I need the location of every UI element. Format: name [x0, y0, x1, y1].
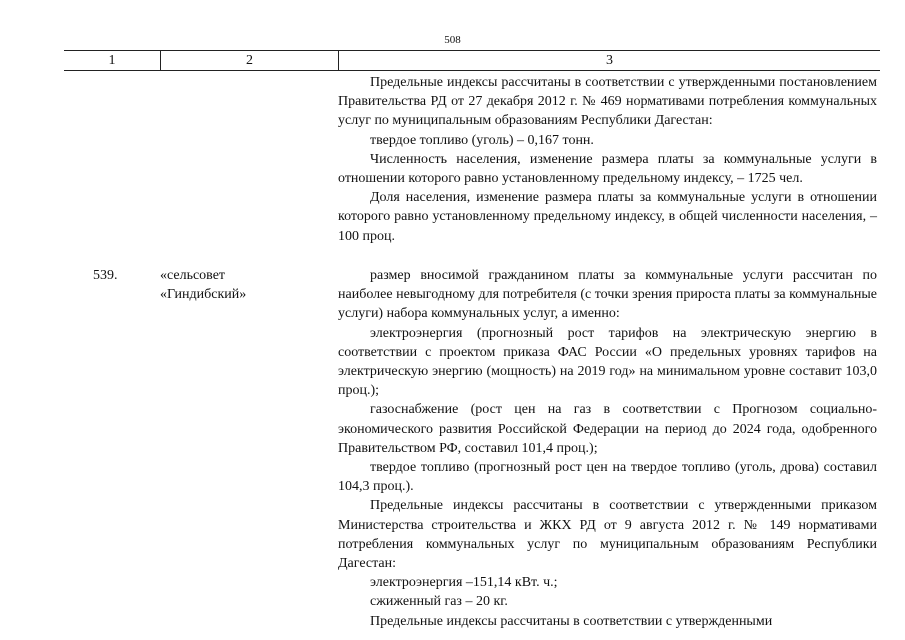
header-col-1: 1 [108, 53, 116, 68]
entry-name-line: «Гиндибский» [160, 287, 247, 303]
paragraph: твердое топливо (прогнозный рост цен на твердое топливо (уголь, дрова) составил 104,3 проц.). [338, 460, 877, 495]
page-number: 508 [444, 34, 461, 46]
entry-name [160, 266, 246, 304]
paragraph: Предельные индексы рассчитаны в соответствии с утвержденными [370, 613, 773, 629]
paragraph: твердое топливо (уголь) – 0,167 тонн. [370, 132, 594, 148]
paragraph: Предельные индексы рассчитаны в соответствии с утвержденными приказом Министерства строительства и ЖКХ РД от 9 августа 2012 г. № 149 нормативами потребления коммунальных услуг по муниципальным образованиям Республики Дагестан: [338, 498, 877, 572]
entry-number: 539. [93, 268, 118, 283]
paragraph: электроэнергия –151,14 кВт. ч.; [370, 575, 558, 591]
paragraph: размер вносимой гражданином платы за коммунальные услуги рассчитан по наиболее невыгодному для потребителя (с точки зрения прироста платы за коммунальные услуги) набора коммунальных услуг, а именно: [338, 268, 877, 322]
header-col-2: 2 [246, 53, 253, 68]
paragraph: сжиженный газ – 20 кг. [370, 594, 508, 610]
paragraph: газоснабжение (рост цен на газ в соответствии с Прогнозом социально-экономического развития Российской Федерации на период до 2024 года, одобренного Правительством РФ, составил 101,4 проц.); [338, 402, 877, 456]
continuation-text [338, 73, 877, 246]
paragraph: Доля населения, изменение размера платы за коммунальные услуги в отношении которого равно установленному предельному индексу, в общей численности населения, – 100 проц. [338, 190, 877, 244]
paragraph: Численность населения, изменение размера платы за коммунальные услуги в отношении которого равно установленному предельному индексу, – 1725 чел. [338, 151, 877, 187]
paragraph: Предельные индексы рассчитаны в соответствии с утвержденными постановлением Правительства РД от 27 декабря 2012 г. № 469 нормативами потребления коммунальных услуг по муниципальным образованиям Республики Дагестан: [338, 75, 877, 129]
table-header [64, 50, 880, 71]
entry-text [338, 266, 877, 631]
paragraph: электроэнергия (прогнозный рост тарифов на электрическую энергию в соответствии с проектом приказа ФАС России «О предельных уровнях тарифов на электрическую энергию (мощность) на 2019 год» на минимальном уровне составит 103,0 проц.); [338, 325, 877, 399]
header-col-3: 3 [606, 53, 613, 68]
entry-name-line: «сельсовет [160, 268, 226, 283]
